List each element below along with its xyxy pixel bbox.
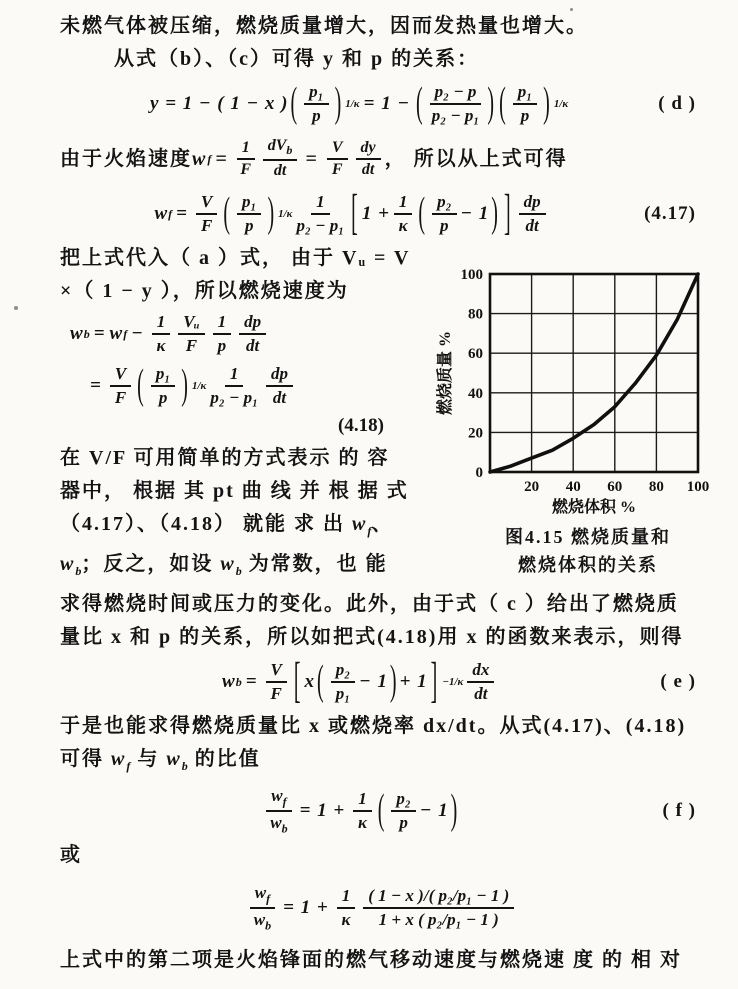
equation-e-body <box>222 653 498 709</box>
fraction <box>432 192 456 235</box>
fraction <box>430 82 482 125</box>
fraction <box>239 312 266 355</box>
math-token: p₁ <box>237 192 261 215</box>
fraction <box>196 192 217 235</box>
paren-delimiter: ( <box>290 79 299 127</box>
paren-delimiter: ( <box>415 79 424 127</box>
math-subscript: f <box>126 759 131 773</box>
math-token: κ <box>341 910 351 929</box>
paren-delimiter: ) <box>543 79 551 127</box>
equation-ratio-expanded <box>60 872 704 944</box>
equation-4-18-line2-body <box>86 361 297 409</box>
paren-delimiter: ( <box>418 189 427 237</box>
math-token <box>250 883 275 909</box>
paren-delimiter: ) <box>450 786 459 834</box>
fraction <box>237 192 261 235</box>
math-token: = <box>176 203 188 224</box>
axis-tick-label: 100 <box>460 267 483 283</box>
paren-delimiter: ) <box>389 657 398 705</box>
math-token: V <box>327 139 348 160</box>
math-token <box>266 786 291 812</box>
math-token: = 1 + <box>283 897 329 918</box>
math-token: = <box>90 375 102 396</box>
figure-chart <box>436 262 738 521</box>
math-token: w <box>154 203 169 224</box>
axis-tick-label: 20 <box>468 425 483 442</box>
plot-frame <box>490 274 698 472</box>
fraction <box>237 139 255 180</box>
fraction <box>327 139 348 180</box>
math-subscript: f <box>367 524 372 538</box>
math-subscript: b <box>265 918 272 933</box>
axis-tick-label: 40 <box>468 385 483 402</box>
x-axis-label: 燃烧体积 % <box>551 499 637 516</box>
paragraph-container-2: 器中， 根据 其 pt 曲 线 并 根 据 式 <box>60 480 409 502</box>
math-token: dt <box>525 216 539 235</box>
math-exponent: 1/κ <box>553 98 569 110</box>
math-token: Vᵤ <box>178 312 204 335</box>
paragraph-final: 上式中的第二项是火焰锋面的燃气移动速度与燃烧速 度 的 相 对 <box>60 949 682 971</box>
math-token: w <box>109 323 124 344</box>
axis-tick-label: 100 <box>686 479 710 495</box>
math-token: κ <box>156 336 166 355</box>
math-subscript: b <box>235 674 242 689</box>
line-flame-speed <box>60 132 704 186</box>
equation-f <box>60 783 704 839</box>
math-token: dy <box>356 139 381 160</box>
math-token: p₁ <box>335 684 351 703</box>
math-token: V <box>110 364 131 387</box>
math-exponent: 1/κ <box>345 98 360 110</box>
flame-post-text: ， 所以从上式可得 <box>384 147 568 170</box>
text-piece: （4.17）、（4.18） 就能 求 出 <box>60 513 352 535</box>
bracket-delimiter: ] <box>503 185 512 241</box>
fraction <box>363 886 514 929</box>
math-token: p₁ <box>304 82 328 105</box>
math-subscript: f <box>282 794 287 809</box>
math-token: = <box>93 323 106 344</box>
fraction <box>151 364 175 407</box>
math-token: 1 <box>213 312 232 335</box>
equation-f-body <box>262 786 460 836</box>
math-subscript: f <box>266 891 271 906</box>
math-token: w <box>192 147 208 170</box>
fraction <box>519 192 546 235</box>
math-token <box>263 137 298 161</box>
math-token: p₂ − p <box>430 82 482 105</box>
math-token: F <box>270 684 282 703</box>
paragraph-thus-1: 于是也能求得燃烧质量比 x 或燃烧率 dx/dt。从式(4.17)、(4.18) <box>60 715 687 737</box>
math-token: + 1 <box>399 671 428 692</box>
math-token: 1 <box>237 139 255 160</box>
text-piece: 与 <box>130 748 167 770</box>
math-token: F <box>331 161 343 178</box>
math-token: 1 + x ( p₂/p₁ − 1 ) <box>378 910 499 929</box>
fraction <box>297 192 345 235</box>
paragraph-unburned-gas: 未燃气体被压缩，燃烧质量增大，因而发热量也增大。 <box>60 15 588 37</box>
math-token: − <box>131 323 144 344</box>
math-token: p₂ <box>432 192 456 215</box>
axis-tick-label: 40 <box>565 479 581 495</box>
math-token: w <box>254 882 267 902</box>
bracket-delimiter: ] <box>430 653 439 709</box>
equation-4-17-label: (4.17) <box>644 203 696 224</box>
math-subscript: b <box>281 821 288 836</box>
paren-delimiter: ) <box>267 189 276 237</box>
math-token: p <box>440 216 449 235</box>
fraction <box>337 886 356 929</box>
math-token: w <box>271 785 283 805</box>
equation-ratio-expanded-body <box>246 883 519 933</box>
equation-4-17-body <box>154 185 549 241</box>
math-token: p <box>244 216 254 235</box>
fraction <box>210 364 258 407</box>
math-token: ( 1 − x )/( p₂/p₁ − 1 ) <box>363 886 514 909</box>
figure-column <box>432 242 738 588</box>
math-token: p <box>520 106 530 125</box>
fraction <box>513 82 537 125</box>
math-token: p₂ − p₁ <box>431 106 480 125</box>
math-token: κ <box>398 216 408 235</box>
figure-4-15 <box>436 262 738 579</box>
paren-delimiter: ( <box>137 361 145 409</box>
math-token: 1 + <box>361 203 390 224</box>
bracket-delimiter: [ <box>293 653 302 709</box>
fraction <box>394 192 413 235</box>
equation-d <box>60 76 704 132</box>
axis-tick-label: 60 <box>607 479 623 495</box>
math-subscript: b <box>235 564 242 578</box>
math-token: p₁ <box>513 82 537 105</box>
math-token: p <box>158 388 168 407</box>
math-token: dt <box>272 388 287 407</box>
math-token: V <box>196 192 217 215</box>
math-token: p₂ <box>331 660 355 683</box>
math-token: w <box>70 323 84 344</box>
axis-tick-label: 80 <box>648 479 664 495</box>
math-token: 1 <box>225 364 244 387</box>
math-token: 1 <box>353 789 372 812</box>
fraction <box>178 312 204 355</box>
math-token: = <box>215 147 229 170</box>
paragraph-burn-time-1: 求得燃烧时间或压力的变化。此外，由于式（ c ）给出了燃烧质 <box>60 593 679 615</box>
two-column-region <box>60 242 710 588</box>
equation-4-18-line2 <box>60 360 432 412</box>
math-token: w <box>270 813 282 832</box>
math-token: = <box>305 147 319 170</box>
math-exponent: 1/κ <box>278 208 293 220</box>
scan-speck <box>570 8 573 11</box>
math-token: κ <box>357 813 367 832</box>
text-piece: 、 <box>371 513 394 535</box>
paragraph-container-3 <box>60 508 432 548</box>
math-token: 1 <box>337 886 356 909</box>
math-subscript: f <box>168 206 173 221</box>
math-token: w <box>60 553 76 575</box>
fraction <box>304 82 328 125</box>
equation-4-18-line1-body <box>70 312 270 355</box>
math-token <box>270 812 287 836</box>
math-token: w <box>220 553 236 575</box>
fraction <box>213 312 232 355</box>
paren-delimiter: ) <box>491 189 499 237</box>
equation-4-18-label: (4.18) <box>338 415 384 436</box>
math-token: 1 <box>394 192 413 215</box>
math-token: 1 <box>152 312 171 335</box>
fraction <box>353 789 372 832</box>
math-token: 1 <box>311 192 330 215</box>
math-token: p <box>217 336 227 355</box>
paragraph-substitute-a: 把上式代入（ a ）式， 由于 Vᵤ = V <box>60 247 411 269</box>
math-token: − 1 <box>419 800 449 821</box>
math-token: p <box>312 106 321 125</box>
axis-tick-label: 60 <box>468 346 483 363</box>
math-subscript: b <box>286 143 293 158</box>
math-token: dp <box>239 312 266 335</box>
y-axis-label: 燃烧质量 % <box>437 330 454 416</box>
math-token: x <box>304 671 316 692</box>
fraction <box>331 660 355 703</box>
math-token: = 1 + <box>299 800 346 821</box>
text-piece: 为常数，也 能 <box>241 553 388 575</box>
paren-delimiter: ) <box>181 361 189 409</box>
math-token: p₁ <box>151 364 175 387</box>
paren-delimiter: ) <box>334 79 343 127</box>
math-token: = 1 − <box>363 93 410 114</box>
math-token: dx <box>467 660 494 683</box>
math-token: − 1 <box>359 671 388 692</box>
left-text-column <box>60 242 432 588</box>
paren-delimiter: ( <box>317 657 325 705</box>
math-token: dV <box>267 137 287 155</box>
math-exponent: −1/κ <box>442 676 464 688</box>
math-token: p₂ − p₁ <box>296 216 345 235</box>
math-token: V <box>266 660 287 683</box>
math-token: = <box>245 671 258 692</box>
paragraph-substitute-a2: ×（ 1 − y ），所以燃烧速度为 <box>60 280 349 302</box>
math-token <box>254 909 271 933</box>
fraction <box>152 312 171 355</box>
figure-caption-line1: 图4.15 燃烧质量和 <box>505 527 671 547</box>
equation-4-18-line1 <box>60 308 432 360</box>
text-piece: 可得 <box>60 748 111 770</box>
math-exponent: 1/κ <box>191 380 207 392</box>
paren-delimiter: ( <box>499 79 507 127</box>
axis-tick-label: 0 <box>475 465 483 481</box>
math-subscript: b <box>83 326 90 341</box>
fraction <box>250 883 275 933</box>
chart-svg <box>436 262 738 516</box>
math-token: F <box>240 161 252 178</box>
flame-pre-text: 由于火焰速度 <box>60 147 192 170</box>
math-token: p₂ − p₁ <box>210 388 258 407</box>
math-subscript: f <box>123 326 128 341</box>
math-token: dp <box>266 364 293 387</box>
equation-d-label: ( d ) <box>658 93 696 114</box>
math-token: − 1 <box>460 203 490 224</box>
math-subscript: f <box>207 151 212 166</box>
math-token: F <box>200 216 213 235</box>
equation-e <box>60 654 704 710</box>
paragraph-container-4 <box>60 548 432 588</box>
math-token: dt <box>273 162 287 180</box>
axis-tick-label: 80 <box>468 306 483 323</box>
fraction <box>266 660 287 703</box>
equation-e-label: ( e ) <box>660 671 696 692</box>
fraction <box>110 364 131 407</box>
paren-delimiter: ) <box>487 79 496 127</box>
math-token: w <box>253 910 266 929</box>
axis-tick-label: 20 <box>524 479 540 495</box>
text-piece: 的比值 <box>187 748 261 770</box>
fraction <box>263 137 298 180</box>
fraction <box>266 786 291 836</box>
paragraph-from-eq-bc: 从式（b）、（c）可得 y 和 p 的关系： <box>114 48 480 70</box>
fraction <box>266 364 293 407</box>
word-or: 或 <box>60 844 82 866</box>
paragraph-burn-time-2: 量比 x 和 p 的关系，所以如把式(4.18)用 x 的函数来表示，则得 <box>60 626 684 648</box>
math-token: dt <box>246 336 260 355</box>
figure-caption-line2: 燃烧体积的关系 <box>518 555 658 575</box>
math-token: p₂ <box>391 789 415 812</box>
burn-mass-curve <box>490 274 698 472</box>
equation-4-17 <box>60 186 704 242</box>
paragraph-thus-2 <box>60 743 704 783</box>
fraction <box>356 139 381 180</box>
fraction <box>467 660 494 703</box>
paren-delimiter: ( <box>223 189 231 237</box>
math-token: F <box>185 336 198 355</box>
equation-d-body <box>150 79 569 127</box>
math-token: dt <box>474 684 488 703</box>
math-token: dt <box>361 161 375 178</box>
math-subscript: b <box>75 564 82 578</box>
math-token: w <box>352 513 368 535</box>
math-token: w <box>222 671 236 692</box>
math-token: w <box>166 748 182 770</box>
math-token: dp <box>519 192 546 215</box>
text-piece: ；反之，如设 <box>81 553 221 575</box>
bracket-delimiter: [ <box>351 185 359 241</box>
equation-f-label: ( f ) <box>662 800 696 821</box>
fraction <box>391 789 415 832</box>
math-token: y = 1 − ( 1 − x ) <box>150 93 289 114</box>
math-token: F <box>114 388 127 407</box>
math-token: w <box>111 748 127 770</box>
math-subscript: b <box>181 759 188 773</box>
paragraph-container-1: 在 V/F 可用简单的方式表示 的 容 <box>60 447 390 469</box>
paren-delimiter: ( <box>377 786 386 834</box>
math-token: p <box>399 813 408 832</box>
figure-caption <box>436 523 738 579</box>
scan-speck <box>14 306 18 310</box>
